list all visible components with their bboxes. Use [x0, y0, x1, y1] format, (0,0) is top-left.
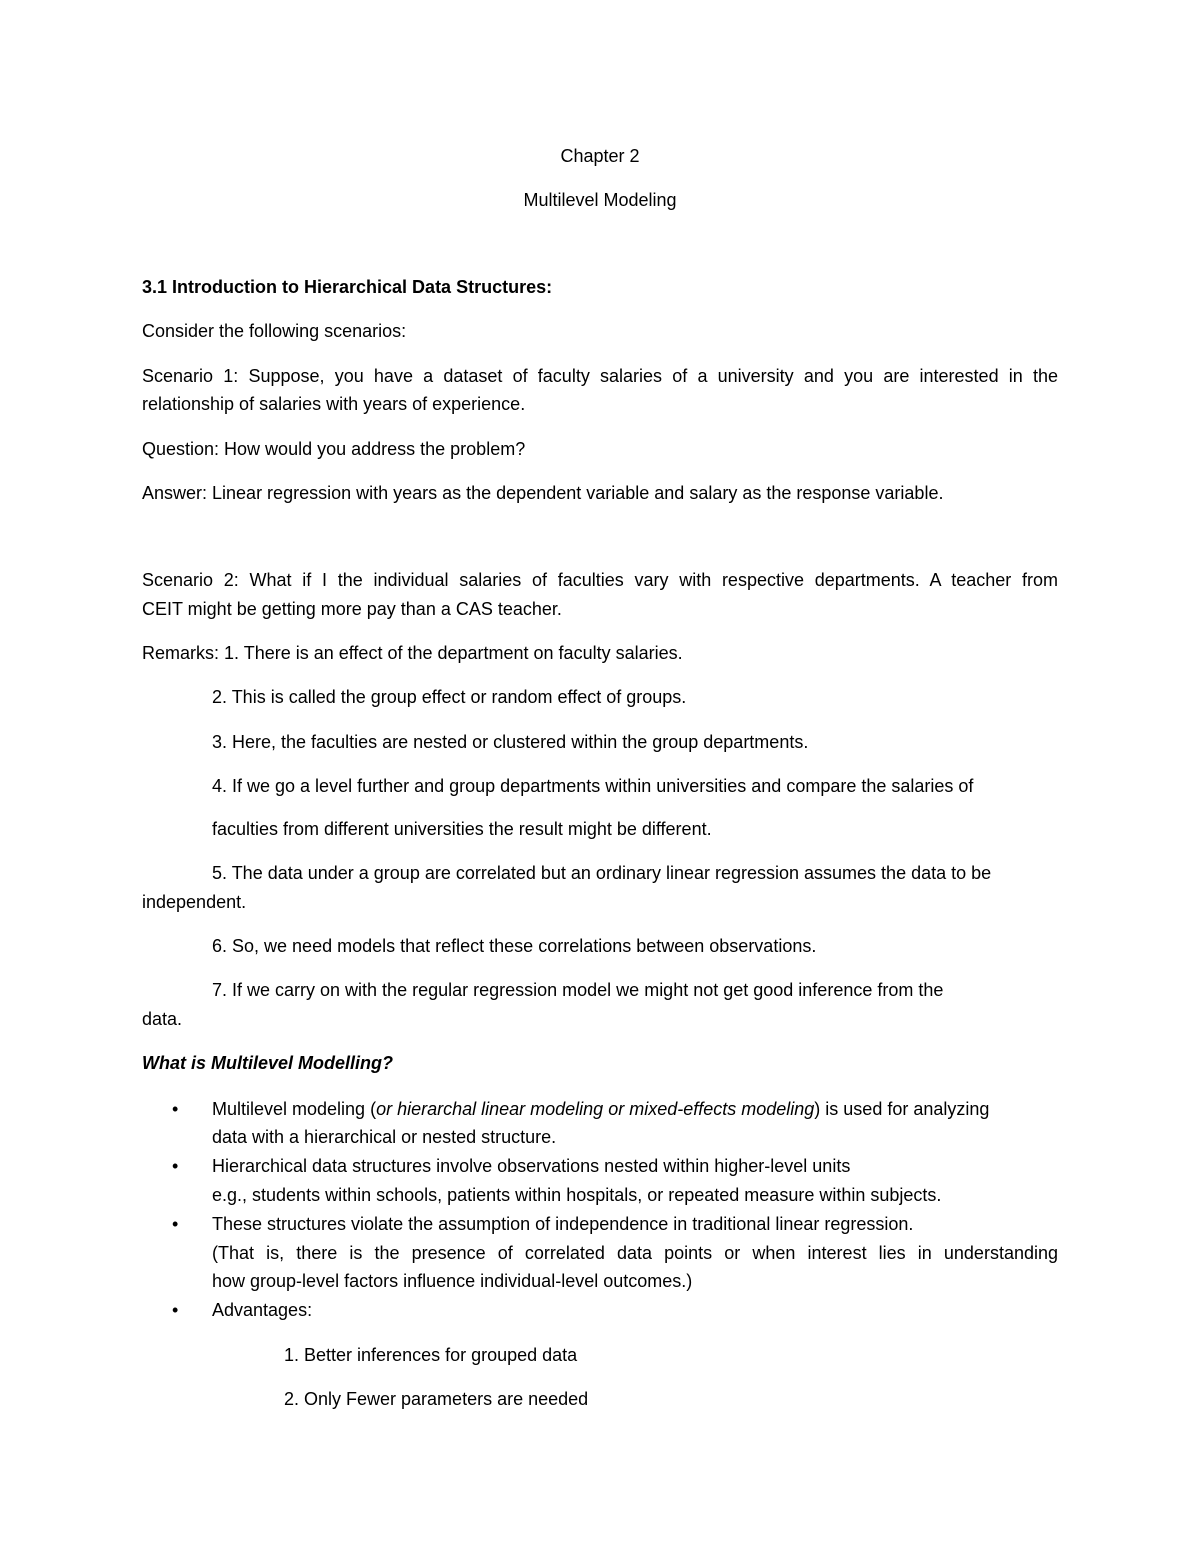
bullet-1-marker: • [172, 1099, 179, 1119]
bullet-1-line-2: data with a hierarchical or nested structure. [212, 1127, 557, 1147]
advantage-1: 1. Better inferences for grouped data [284, 1345, 578, 1365]
remark-7-line-2: data. [142, 1009, 183, 1029]
scenario-1-line-2: relationship of salaries with years of experience. [142, 394, 526, 414]
remark-5-line-2: independent. [142, 892, 247, 912]
bullet-3-line-3: how group-level factors influence individual-level outcomes.) [212, 1271, 693, 1291]
bullet-1-pre: Multilevel modeling ( [212, 1099, 377, 1119]
advantage-2: 2. Only Fewer parameters are needed [284, 1389, 589, 1409]
remark-4-line-1: 4. If we go a level further and group departments within universities and compare the salaries of [212, 776, 974, 796]
section-heading: 3.1 Introduction to Hierarchical Data Structures: [142, 277, 553, 297]
bullet-4-label: Advantages: [212, 1300, 313, 1320]
bullet-2-marker: • [172, 1156, 179, 1176]
remark-2: 2. This is called the group effect or random effect of groups. [212, 687, 687, 707]
remark-6: 6. So, we need models that reflect these correlations between observations. [212, 936, 817, 956]
scenario-2-line-1: Scenario 2: What if I the individual salaries of faculties vary with respective departments. A teacher from [142, 570, 1058, 590]
chapter-title: Multilevel Modeling [523, 190, 677, 210]
chapter-label: Chapter 2 [560, 146, 640, 166]
question-text: Question: How would you address the problem? [142, 439, 526, 459]
remark-3: 3. Here, the faculties are nested or clustered within the group departments. [212, 732, 809, 752]
scenarios-intro: Consider the following scenarios: [142, 321, 407, 341]
remark-4-line-2: faculties from different universities the result might be different. [212, 819, 712, 839]
bullet-3-line-2: (That is, there is the presence of correlated data points or when interest lies in understanding [212, 1243, 1058, 1263]
bullet-3-marker: • [172, 1214, 179, 1234]
bullet-1-post: ) is used for analyzing [814, 1099, 990, 1119]
bullet-4-marker: • [172, 1300, 179, 1320]
bullet-3-line-1: These structures violate the assumption of independence in traditional linear regression. [212, 1214, 914, 1234]
scenario-1-line-1: Scenario 1: Suppose, you have a dataset of faculty salaries of a university and you are interested in the [142, 366, 1058, 386]
bullet-1-line-1 [212, 1096, 989, 1122]
answer-text: Answer: Linear regression with years as the dependent variable and salary as the response variable. [142, 483, 944, 503]
bullet-2-line-1: Hierarchical data structures involve observations nested within higher-level units [212, 1156, 851, 1176]
bullet-1-italic: or hierarchal linear modeling or mixed-effects modeling [376, 1099, 815, 1119]
remark-1: Remarks: 1. There is an effect of the department on faculty salaries. [142, 643, 683, 663]
remark-7-line-1: 7. If we carry on with the regular regression model we might not get good inference from the [212, 980, 944, 1000]
multilevel-heading: What is Multilevel Modelling? [142, 1053, 394, 1073]
remark-5-line-1: 5. The data under a group are correlated but an ordinary linear regression assumes the data to be [212, 863, 992, 883]
bullet-2-line-2: e.g., students within schools, patients within hospitals, or repeated measure within subjects. [212, 1185, 942, 1205]
scenario-2-line-2: CEIT might be getting more pay than a CAS teacher. [142, 599, 562, 619]
